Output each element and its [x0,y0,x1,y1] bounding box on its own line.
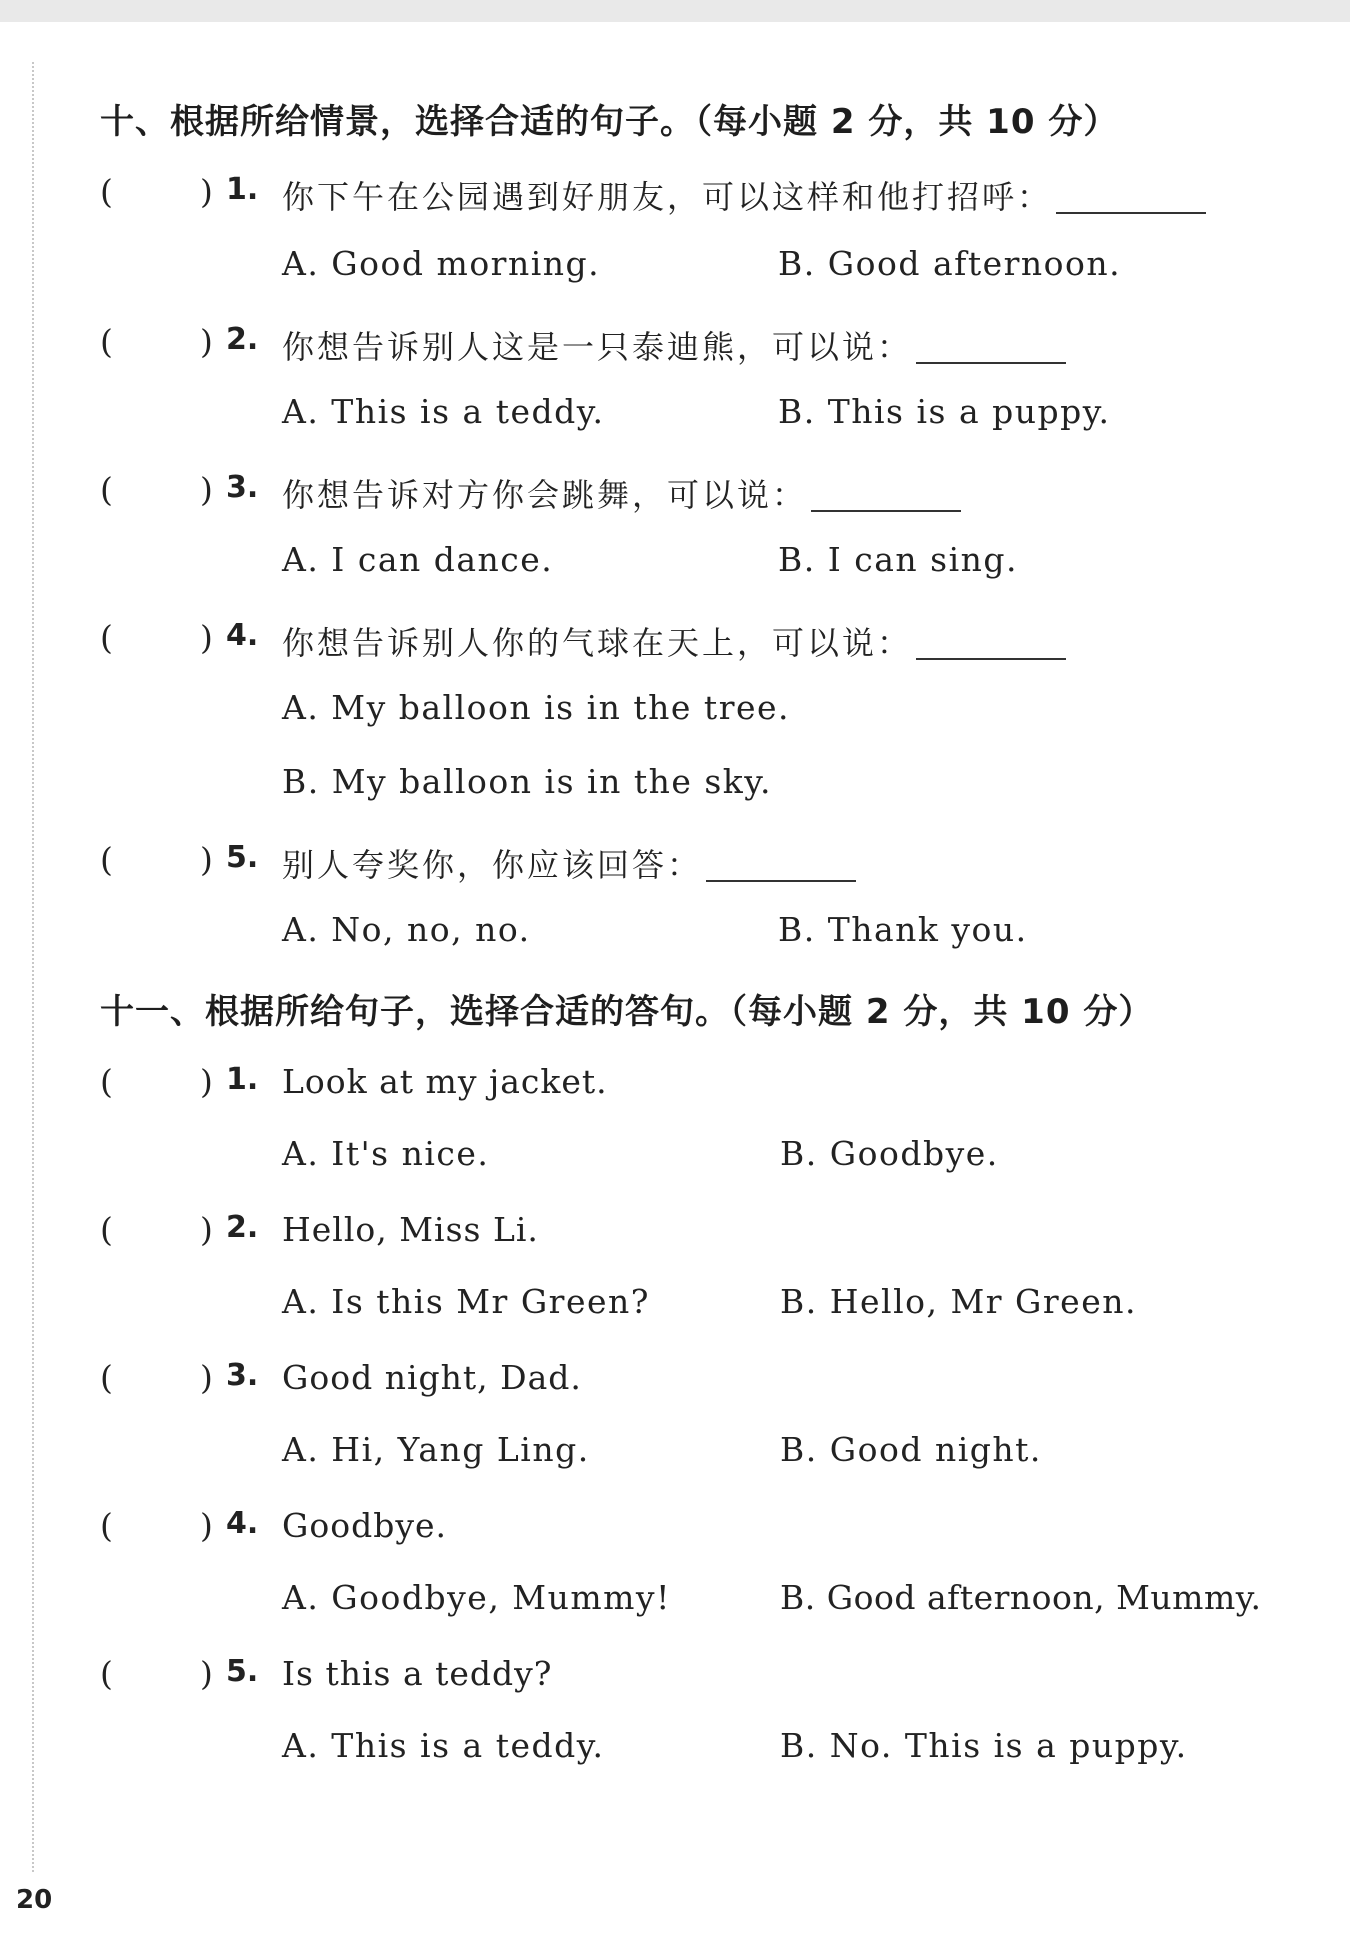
s11-q2-option-a: A. Is this Mr Green? [282,1282,650,1321]
answer-paren-left: ( [100,840,113,879]
s11-q2-option-b: B. Hello, Mr Green. [780,1282,1137,1321]
answer-paren-right: ) [200,618,213,657]
s10-q4-option-a: A. My balloon is in the tree. [282,688,791,727]
answer-paren-right: ) [200,1506,213,1545]
answer-blank [706,880,856,882]
answer-blank [916,362,1066,364]
s11-q1-option-a: A. It's nice. [282,1134,490,1173]
answer-paren-left: ( [100,1358,113,1397]
s11-question-5 [100,1654,1300,1702]
s11-q3-option-b: B. Good night. [780,1430,1042,1469]
s11-q1-option-b: B. Goodbye. [780,1134,999,1173]
s11-q4-option-a: A. Goodbye, Mummy! [282,1578,671,1617]
answer-paren-left: ( [100,1062,113,1101]
answer-blank [916,658,1066,660]
section-11-title: 十一、根据所给句子，选择合适的答句。（每小题 2 分，共 10 分） [100,992,1154,1032]
section-10-title: 十、根据所给情景，选择合适的句子。（每小题 2 分，共 10 分） [100,102,1119,142]
s10-question-2 [100,322,1300,370]
worksheet-page [0,22,1350,1949]
question-stem: Is this a teddy? [282,1654,553,1693]
s10-question-5 [100,840,1300,888]
answer-paren-left: ( [100,1654,113,1693]
question-stem: 你想告诉对方你会跳舞，可以说： [282,476,808,514]
question-number: 4. [226,1506,259,1541]
s11-q3-option-a: A. Hi, Yang Ling. [282,1430,590,1469]
s11-question-2 [100,1210,1300,1258]
answer-paren-right: ) [200,470,213,509]
answer-paren-left: ( [100,172,113,211]
answer-paren-left: ( [100,618,113,657]
question-number: 1. [226,172,259,207]
answer-paren-left: ( [100,322,113,361]
s10-q4-option-b: B. My balloon is in the sky. [282,762,773,801]
answer-paren-right: ) [200,1062,213,1101]
s10-q5-option-b: B. Thank you. [778,910,1028,949]
question-stem: 你想告诉别人你的气球在天上，可以说： [282,624,913,662]
s10-q5-option-a: A. No, no, no. [282,910,531,949]
answer-blank [1056,212,1206,214]
question-number: 3. [226,470,259,505]
question-stem: 别人夸奖你，你应该回答： [282,846,703,884]
question-number: 1. [226,1062,259,1097]
s11-question-1 [100,1062,1300,1110]
answer-paren-right: ) [200,1210,213,1249]
answer-paren-left: ( [100,470,113,509]
question-stem: 你想告诉别人这是一只泰迪熊，可以说： [282,328,913,366]
question-number: 5. [226,840,259,875]
s10-question-4 [100,618,1300,666]
s10-question-1 [100,172,1300,220]
answer-paren-right: ) [200,1358,213,1397]
answer-paren-right: ) [200,172,213,211]
question-number: 2. [226,322,259,357]
question-stem: Goodbye. [282,1506,448,1545]
answer-paren-right: ) [200,840,213,879]
s11-question-3 [100,1358,1300,1406]
s11-q5-option-a: A. This is a teddy. [282,1726,605,1765]
s10-q1-option-a: A. Good morning. [282,244,601,283]
s10-q2-option-a: A. This is a teddy. [282,392,605,431]
answer-paren-left: ( [100,1210,113,1249]
answer-paren-right: ) [200,1654,213,1693]
answer-paren-left: ( [100,1506,113,1545]
answer-paren-right: ) [200,322,213,361]
question-stem: Hello, Miss Li. [282,1210,539,1249]
s10-q1-option-b: B. Good afternoon. [778,244,1122,283]
binding-margin-line [32,62,34,1872]
s11-question-4 [100,1506,1300,1554]
question-number: 5. [226,1654,259,1689]
s11-q4-option-b: B. Good afternoon, Mummy. [780,1578,1262,1617]
question-number: 4. [226,618,259,653]
s10-q2-option-b: B. This is a puppy. [778,392,1111,431]
question-number: 3. [226,1358,259,1393]
s10-q3-option-b: B. I can sing. [778,540,1019,579]
question-stem: Look at my jacket. [282,1062,608,1101]
page-number: 20 [16,1885,53,1915]
s10-q3-option-a: A. I can dance. [282,540,554,579]
question-number: 2. [226,1210,259,1245]
s11-q5-option-b: B. No. This is a puppy. [780,1726,1188,1765]
answer-blank [811,510,961,512]
question-stem: 你下午在公园遇到好朋友，可以这样和他打招呼： [282,178,1053,216]
question-stem: Good night, Dad. [282,1358,582,1397]
s10-question-3 [100,470,1300,518]
